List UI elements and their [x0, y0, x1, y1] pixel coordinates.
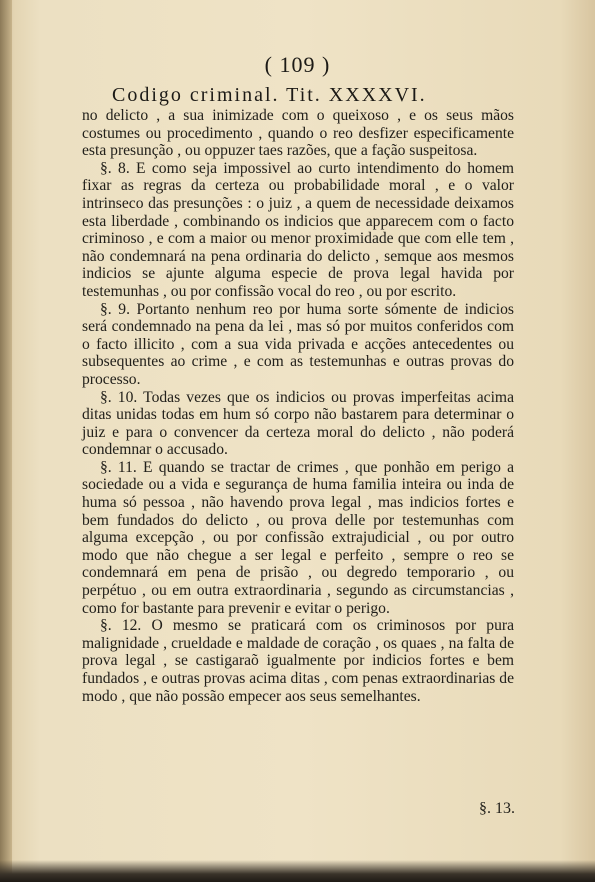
paragraph-continuation: no delicto , a sua inimizade com o queixoso , e os seus mãos costumes ou procedimento , quando o reo desfizer especificamente esta presunção , ou oppuzer taes razões, que a fação suspeitosa. — [82, 107, 514, 160]
paragraph-section-8: §. 8. E como seja impossivel ao curto intendimento do homem fixar as regras da certeza ou probabilidade moral , e o valor intrinseco das presunções : o juiz , a quem de necessidade deixamos esta liberdade , combinando os indicios que apparecem com o facto criminoso , e com a maior ou menor proximidade que com elle tem , não condemnará na pena ordinaria do delicto , semque aos mesmos indicios se ajunte alguma especie de prova legal havida por testemunhas , ou por confissão vocal do reo , ou por escrito. — [82, 159, 514, 300]
paragraph-section-10: §. 10. Todas vezes que os indicios ou provas imperfeitas acima ditas unidas todas em hum só corpo não bastarem para determinar o juiz e para o convencer da certeza moral do delicto , não poderá condemnar o accusado. — [82, 388, 514, 459]
body-text — [82, 107, 514, 705]
catchword: §. 13. — [479, 800, 515, 817]
running-head: Codigo criminal. Tit. XXXXVI. — [112, 84, 427, 106]
paragraph-section-11: §. 11. E quando se tractar de crimes , que ponhão em perigo a sociedade ou a vida e segurança de huma familia inteira ou inda de huma só pessoa , não havendo prova legal , mas indicios fortes e bem fundados do delicto , ou prova delle por testemunhas com alguma excepção , ou por confissão extrajudicial , ou por outro modo que não chegue a ser legal e perfeito , sempre o reo se condemnará em pena de prisão , ou degredo temporario , ou perpétuo , ou em outra extraordinaria , segundo as circumstancias , como for bastante para prevenir e evitar o perigo. — [82, 458, 514, 617]
page-gutter — [0, 0, 12, 882]
paragraph-section-12: §. 12. O mesmo se praticará com os criminosos por pura malignidade , crueldade e maldade de coração , os quaes , na falta de prova legal , se castigaraõ igualmente por indicios fortes e bem fundados , e outras provas acima ditas , com penas extraordinarias de modo , que não possão empecer aos seus semelhantes. — [82, 617, 514, 705]
page-number: ( 109 ) — [264, 52, 331, 77]
page-bottom-shadow — [0, 860, 595, 882]
paragraph-section-9: §. 9. Portanto nenhum reo por huma sorte sómente de indicios será condemnado na pena da lei , mas só por muitos conferidos com o facto illicito , com a sua vida privada e acções antecedentes ou subsequentes ao crime , e com as testemunhas e outras provas do processo. — [82, 300, 514, 388]
